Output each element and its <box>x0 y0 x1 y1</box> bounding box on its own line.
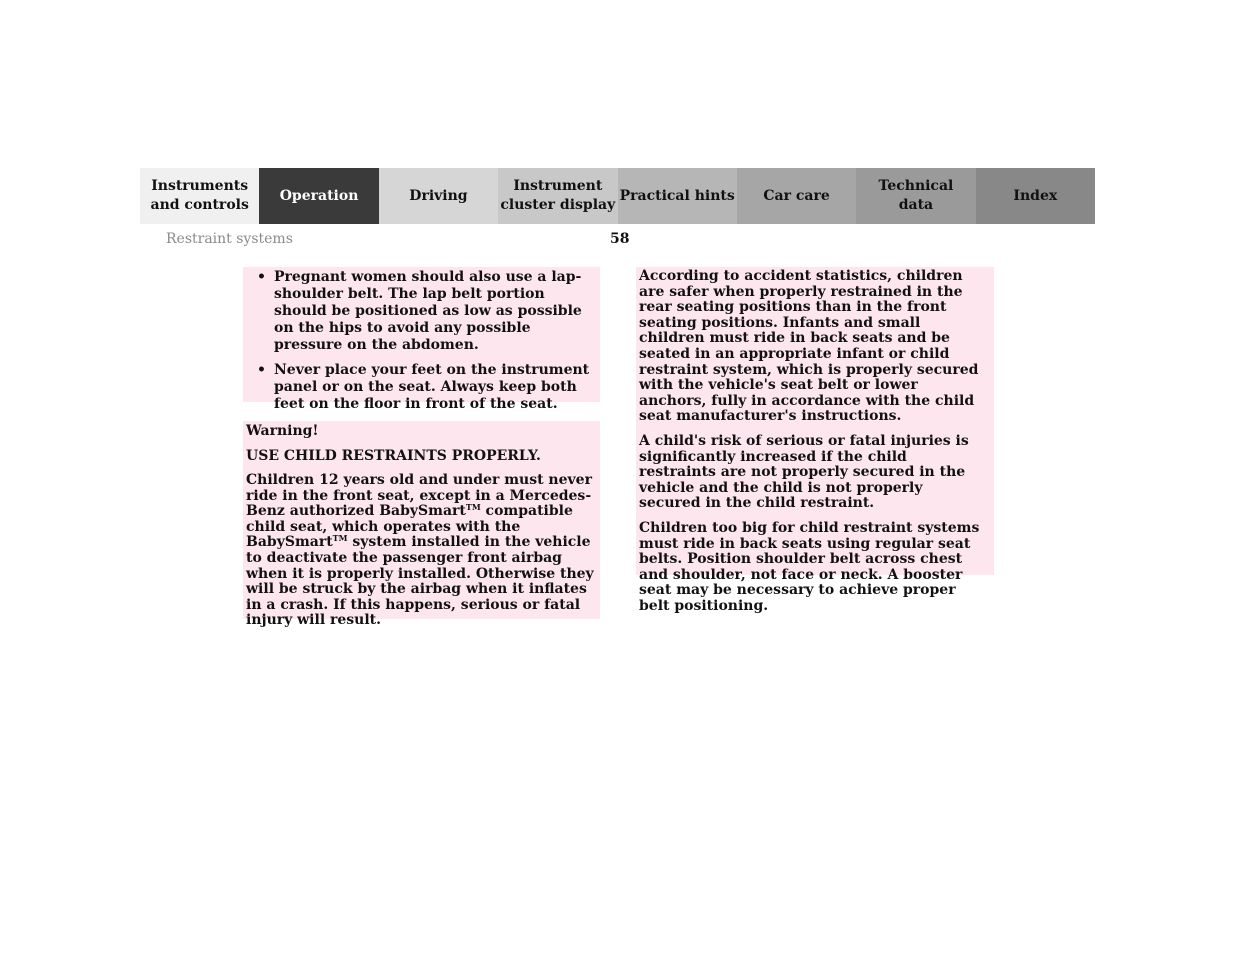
tab-driving[interactable]: Driving <box>379 168 498 224</box>
child-safety-info-box <box>636 267 994 614</box>
page-number: 58 <box>610 231 630 247</box>
warning-subtitle: USE CHILD RESTRAINTS PROPERLY. <box>246 448 541 464</box>
tab-technical-data[interactable]: Technical data <box>856 168 975 224</box>
tab-index[interactable]: Index <box>976 168 1095 224</box>
tab-instruments-and-controls[interactable]: Instruments and controls <box>140 168 259 224</box>
info-paragraph: A child's risk of serious or fatal injuries is significantly increased if the child restraints are not properly secured in the vehicle and the child is not properly secured in the child restraint. <box>639 432 969 512</box>
warning-body <box>246 473 596 629</box>
warning-body-part: compatible child seat, which operates with the BabySmart <box>246 503 573 551</box>
tab-practical-hints[interactable]: Practical hints <box>618 168 737 224</box>
list-item: • Never place your feet on the instrument panel or on the seat. Always keep both feet on the floor in front of the seat. <box>257 362 594 413</box>
tab-operation[interactable]: Operation <box>259 168 378 224</box>
trademark-symbol: TM <box>332 533 348 544</box>
trademark-symbol: TM <box>465 502 481 513</box>
tab-car-care[interactable]: Car care <box>737 168 856 224</box>
info-paragraph: According to accident statistics, children are safer when properly restrained in the rear seating positions than in the front seating positions. Infants and small children must ride in back seats and be seated in an appropriate infant or child restraint system, which is properly secured with the vehicle's seat belt or lower anchors, fully in accordance with the child seat manufacturer's instructions. <box>639 268 979 425</box>
section-title: Restraint systems <box>166 231 293 247</box>
safety-bullets-box <box>243 267 600 412</box>
tab-instrument-cluster-display[interactable]: Instrument cluster display <box>498 168 617 224</box>
chapter-navigation <box>140 168 1095 224</box>
warning-title: Warning! <box>246 423 319 439</box>
warning-body-part: system installed in the vehicle to deactivate the passenger front airbag when it is properly installed. Otherwise they will be struck by the airbag when it inflates in a crash. If this happens, serious or fatal injury will result. <box>246 534 594 629</box>
warning-box <box>243 421 600 629</box>
list-item: • Pregnant women should also use a lap-shoulder belt. The lap belt portion should be positioned as low as possible on the hips to avoid any possible pressure on the abdomen. <box>257 269 594 354</box>
info-paragraph: Children too big for child restraint systems must ride in back seats using regular seat belts. Position shoulder belt across chest and shoulder, not face or neck. A booster seat may be necessary to achieve proper belt positioning. <box>639 519 980 614</box>
warning-body-part: Children 12 years old and under must never ride in the front seat, except in a Mercedes-Benz authorized BabySmart <box>246 472 592 520</box>
